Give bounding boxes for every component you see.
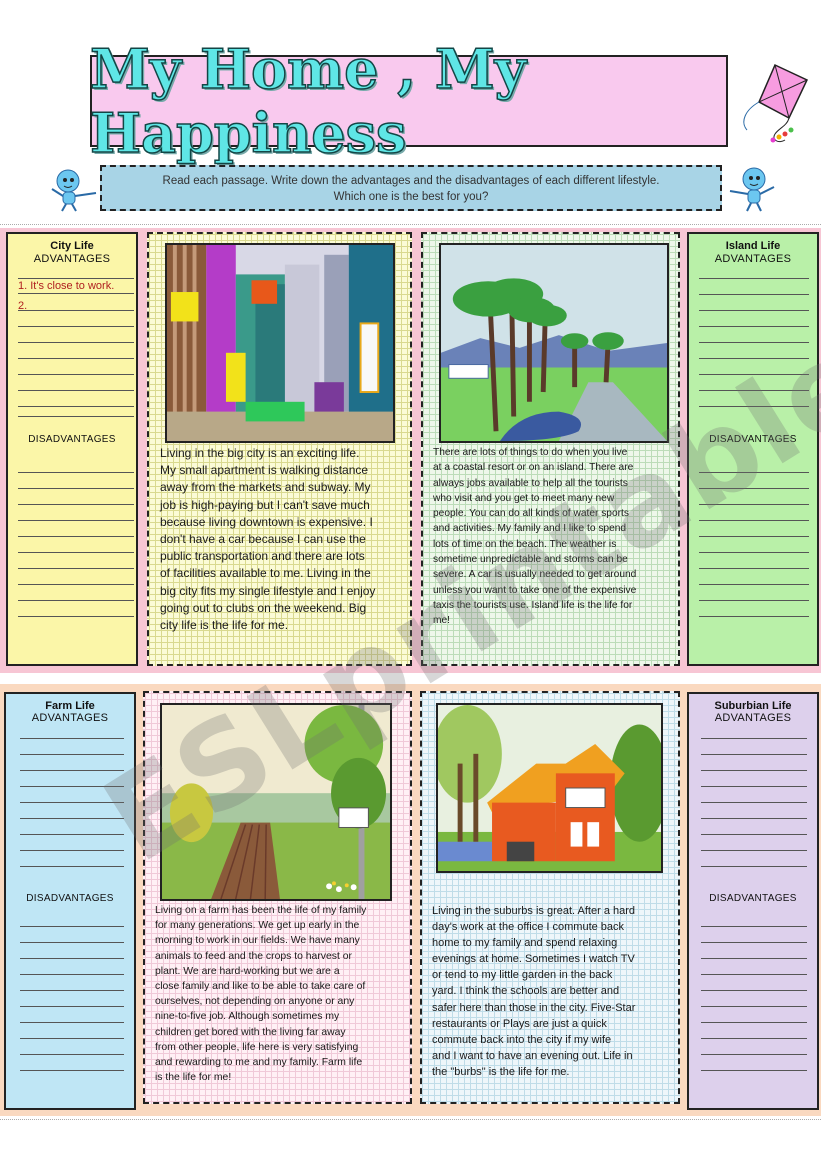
passage-line: who visit and you get to meet many new	[433, 492, 615, 504]
passage-line: and rewarding to me and my family. Farm life	[155, 1057, 363, 1069]
writing-line	[18, 406, 134, 407]
passage-line: job is high-paying but I can't save much	[160, 497, 370, 512]
passage-line: from other people, life here is very satisfying	[155, 1041, 359, 1053]
city-advantage-entry-2[interactable]: 2.	[18, 300, 28, 312]
passage-line: don't have a car because I can use the	[160, 532, 366, 547]
writing-line	[20, 866, 124, 867]
kite-icon	[735, 60, 815, 150]
island-disadvantages-label: DISADVANTAGES	[709, 434, 797, 445]
suburban-life-title: Suburbian Life	[714, 700, 792, 712]
writing-line	[20, 1070, 124, 1071]
city-advantage-entry-1[interactable]: 1. It's close to work.	[18, 280, 115, 292]
instruction-line-2: Which one is the best for you?	[333, 191, 489, 203]
passage-line: commute back into the city if my wife	[432, 1033, 612, 1046]
passage-line: going out to clubs on the weekend. Big	[160, 600, 367, 615]
suburban-passage-box	[420, 691, 680, 1104]
city-image	[165, 243, 395, 443]
passage-line: close family and like to be able to take care of	[155, 981, 366, 993]
writing-line	[699, 278, 809, 279]
farm-passage-text	[155, 903, 407, 1085]
suburban-image	[436, 703, 663, 873]
writing-line	[701, 1006, 807, 1007]
passage-line: animals to feed and the crops to harvest or	[155, 950, 352, 962]
passage-line: children get bored with the living far away	[155, 1026, 346, 1038]
writing-line	[701, 926, 807, 927]
writing-line	[20, 1006, 124, 1007]
passage-line: severe. A car is usually needed to get around	[433, 569, 637, 581]
farm-disadvantages-label: DISADVANTAGES	[26, 893, 114, 904]
writing-line	[701, 1054, 807, 1055]
writing-line	[18, 358, 134, 359]
passage-line: away from the markets and subway. My	[160, 480, 371, 495]
writing-line	[699, 552, 809, 553]
passage-line: and I want to have an evening out. Life in	[432, 1049, 633, 1062]
passage-line: lots of time on the beach. The weather is	[433, 538, 617, 550]
instruction-box	[100, 165, 722, 211]
writing-line	[18, 310, 134, 311]
city-advantages-label: ADVANTAGES	[33, 253, 111, 265]
writing-line	[18, 326, 134, 327]
writing-line	[20, 738, 124, 739]
writing-line	[701, 942, 807, 943]
writing-line	[20, 834, 124, 835]
writing-line	[18, 520, 134, 521]
farm-life-title: Farm Life	[45, 700, 95, 712]
farm-advantages-label: ADVANTAGES	[31, 712, 109, 724]
writing-line	[701, 1022, 807, 1023]
writing-line	[701, 850, 807, 851]
right-character-icon	[726, 163, 782, 213]
writing-line	[701, 802, 807, 803]
writing-line	[699, 310, 809, 311]
writing-line	[18, 293, 134, 294]
writing-line	[701, 738, 807, 739]
city-life-title: City Life	[50, 240, 94, 252]
city-life-panel	[6, 232, 138, 666]
writing-line	[18, 504, 134, 505]
passage-line: public transportation and there are lots	[160, 549, 365, 564]
writing-line	[701, 1070, 807, 1071]
writing-line	[18, 568, 134, 569]
writing-line	[18, 342, 134, 343]
passage-line: evenings at home. Sometimes I watch TV	[432, 953, 635, 966]
passage-line: at a coastal resort or on an island. There are	[433, 462, 634, 474]
writing-line	[701, 770, 807, 771]
writing-line	[20, 942, 124, 943]
writing-line	[699, 584, 809, 585]
passage-line: day's work at the office I commute back	[432, 921, 625, 934]
passage-line: nine-to-five job. Although sometimes my	[155, 1011, 340, 1023]
writing-line	[20, 990, 124, 991]
passage-line: My small apartment is walking distance	[160, 463, 369, 478]
separator-bottom	[0, 1119, 821, 1120]
instruction-line-1: Read each passage. Write down the advantages and the disadvantages of each different lifestyle.	[162, 175, 660, 187]
writing-line	[699, 568, 809, 569]
writing-line	[20, 818, 124, 819]
passage-line: big city fits my single lifestyle and I enjoy	[160, 583, 376, 598]
passage-line: taxis the tourists use. Island life is the life for	[433, 599, 633, 611]
writing-line	[699, 616, 809, 617]
island-advantages-label: ADVANTAGES	[714, 253, 792, 265]
writing-line	[701, 786, 807, 787]
passage-line: restaurants or Plays are just a quick	[432, 1017, 607, 1030]
page-title: My Home , My Happiness	[90, 37, 527, 165]
passage-line: yard. I think the schools are better and	[432, 985, 620, 998]
passage-line: city life is the life for me.	[160, 618, 289, 633]
writing-line	[20, 1038, 124, 1039]
writing-line	[18, 584, 134, 585]
writing-line	[701, 974, 807, 975]
suburban-advantages-label: ADVANTAGES	[714, 712, 792, 724]
passage-line: Living on a farm has been the life of my family	[155, 905, 367, 916]
passage-line: unless you want to take one of the expensive	[433, 584, 637, 596]
passage-line: people. You can do all kinds of water sports	[433, 508, 629, 520]
passage-line: ourselves, not depending on anyone or any	[155, 996, 355, 1008]
left-character-icon	[44, 165, 100, 213]
suburban-life-panel	[687, 692, 819, 1110]
passage-line: safer here than those in the city. Five-Star	[432, 1001, 636, 1014]
passage-line: the "burbs" is the life for me.	[432, 1065, 570, 1078]
island-image	[439, 243, 669, 443]
writing-line	[20, 1022, 124, 1023]
passage-line: always jobs available to help all the tourists	[433, 477, 628, 489]
writing-line	[20, 850, 124, 851]
writing-line	[18, 416, 134, 417]
writing-line	[18, 600, 134, 601]
writing-line	[701, 834, 807, 835]
writing-line	[701, 958, 807, 959]
passage-line: because living downtown is expensive. I	[160, 514, 373, 529]
writing-line	[701, 1038, 807, 1039]
writing-line	[701, 818, 807, 819]
writing-line	[18, 616, 134, 617]
suburban-passage-text	[432, 903, 676, 1080]
writing-line	[20, 958, 124, 959]
writing-line	[20, 974, 124, 975]
writing-line	[699, 600, 809, 601]
passage-line: or tend to my little garden in the back	[432, 969, 613, 982]
writing-line	[18, 552, 134, 553]
writing-line	[701, 754, 807, 755]
separator-top	[0, 224, 821, 225]
writing-line	[18, 278, 134, 279]
writing-line	[701, 866, 807, 867]
writing-line	[18, 488, 134, 489]
passage-line: sometime unpredictable and storms can be	[433, 554, 628, 566]
passage-line: plant. We are hard-working but we are a	[155, 965, 340, 977]
writing-line	[18, 472, 134, 473]
writing-line	[18, 536, 134, 537]
passage-line: for many generations. We get up early in the	[155, 920, 360, 932]
passage-line: of facilities available to me. Living in the	[160, 566, 371, 581]
passage-line: is the life for me!	[155, 1072, 232, 1084]
writing-line	[699, 294, 809, 295]
suburban-disadvantages-label: DISADVANTAGES	[709, 893, 797, 904]
title-container	[90, 37, 728, 165]
writing-line	[18, 390, 134, 391]
writing-line	[20, 926, 124, 927]
passage-line: me!	[433, 615, 450, 627]
writing-line	[701, 990, 807, 991]
writing-line	[20, 1054, 124, 1055]
passage-line: and activities. My family and I like to spend	[433, 523, 627, 535]
city-disadvantages-label: DISADVANTAGES	[28, 434, 116, 445]
passage-line: morning to work in our fields. We have many	[155, 935, 360, 947]
passage-line: There are lots of things to do when you live	[433, 447, 628, 458]
passage-line: Living in the big city is an exciting life.	[160, 446, 360, 460]
passage-line: Living in the suburbs is great. After a hard	[432, 905, 636, 917]
island-life-title: Island Life	[725, 240, 781, 252]
passage-line: home to my family and spend relaxing	[432, 937, 618, 950]
writing-line	[18, 374, 134, 375]
